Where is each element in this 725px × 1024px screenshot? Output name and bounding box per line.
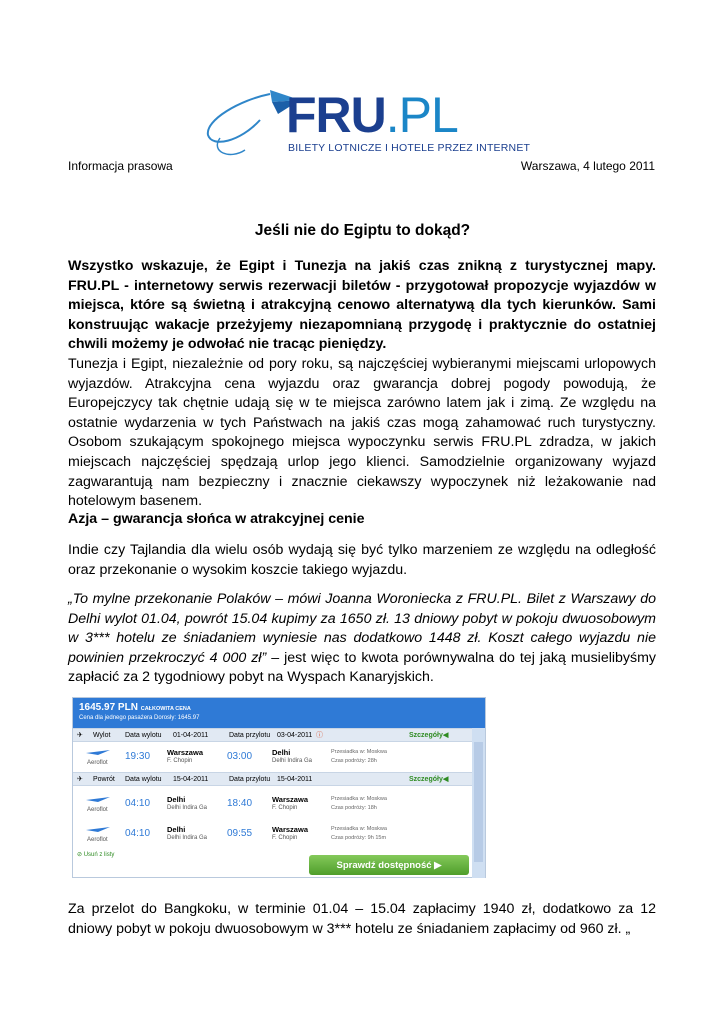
sound-icon: ◀ (443, 732, 449, 739)
quote-text: „To mylne przekonanie Polaków – mówi Joanna Woroniecka z FRU.PL. Bilet z Warszawy do Delhi wylot 01.04, powrót 15.04 kupimy za 1650 zł. 13 dniowy pobyt w pokoju dwuosobowym w 3*** hotelu ze śniadaniem wyniesie nas dodatkowo 1448 zł. Koszt całego wyjazdu nie powinien przekroczyć 4 000 zł” (68, 591, 656, 666)
return-arr-label: Data przylotu (229, 775, 271, 783)
page-title: Jeśli nie do Egiptu to dokąd? (254, 222, 471, 239)
lead-paragraph: Wszystko wskazuje, że Egipt i Tunezja na jakiś czas znikną z turystycznej mapy. FRU.PL - internetowy serwis rezerwacji biletów - przygotował propozycje wyjazdów w miejsca, które są świetną i atrakcyjną cenowo alternatywą dla tych kierunków. Sami konstruując wakacje przeżyjemy niezapomnianą przygodę i praktycznie do ostatniej chwili możemy je odwołać nie tracąc pieniędzy. (68, 258, 656, 353)
aeroflot-logo-icon (85, 794, 111, 804)
info-icon: ⓘ (316, 732, 323, 739)
outbound-label: Wylot (93, 731, 111, 739)
remove-from-list-link[interactable]: ⊘ Usuń z listy (77, 852, 115, 858)
sound-icon: ◀ (443, 776, 449, 783)
press-release-label: Informacja prasowa (68, 159, 173, 173)
widget-header (73, 698, 485, 728)
total-price: 1645.97 PLN CAŁKOWITA CENA (79, 702, 191, 713)
arrow-right-icon: ▶ (434, 859, 442, 871)
section-heading: Azja – gwarancja słońca w atrakcyjnej cenie (68, 511, 365, 527)
quote-tail: – jest więc to kwota porównywalna do tej jaką musielibyśmy zapłacić za 2 tygodniowy pobyt na Wyspach Kanaryjskich. (68, 649, 657, 686)
return-arr-date: 15-04-2011 (277, 775, 313, 783)
paragraph-3: Za przelot do Bangkoku, w terminie 01.04 – 15.04 zapłacimy 1940 zł, dodatkowo za 12 dniowy pobyt w pokoju dwuosobowym w 3*** hotelu ze śniadaniem zapłacimy od 960 zł. „ (68, 901, 656, 937)
outbound-date-label: Data wylotu (125, 731, 162, 739)
return-label: Powrót (93, 775, 115, 783)
return-bar (73, 772, 473, 786)
return-details-link[interactable]: Szczegóły (409, 775, 443, 783)
outbound-date: 01-04-2011 (173, 731, 209, 739)
check-availability-button[interactable]: Sprawdź dostępność ▶ (309, 855, 469, 875)
flight-row[interactable]: Aeroflot 04:10 Delhi Delhi Indira Ga 09:55 Warszawa F. Chopin Przesiadka w: Moskwa Czas podróży: 9h 15m (87, 825, 387, 843)
outbound-arr-date: 03-04-2011 (277, 731, 313, 739)
scrollbar-thumb[interactable] (474, 742, 483, 862)
back-icon: ⊘ (77, 852, 83, 858)
outbound-arr-label: Data przylotu (229, 731, 271, 739)
paragraph-1: Tunezja i Egipt, niezależnie od pory roku, są najczęściej wybieranymi miejscami urlopowych wyjazdów. Atrakcyjna cena wyjazdu oraz gwarancja dobrej pogody powodują, że Europejczycy tak chętnie udają się w te miejsca zarówno latem jak i zimą. Ze względu na ostatnie wydarzenia w tych Państwach na jakiś czas mogą zahamować ruch turystyczny. Osobom szukającym spokojnego miejsca wypoczynku serwis FRU.PL zdradza, w jakich miejscach najczęściej spędzają urlop jego klienci. Samodzielnie organizowany wyjazd zagwarantują nam bezpieczny i znacznie ciekawszy wypoczynek niż leżakowanie nad hotelowym basenem. (68, 356, 656, 510)
flight-row[interactable]: Aeroflot 04:10 Delhi Delhi Indira Ga 18:40 Warszawa F. Chopin Przesiadka w: Moskwa Czas podróży: 18h (87, 795, 387, 813)
flight-row[interactable]: Aeroflot 19:30 Warszawa F. Chopin 03:00 Delhi Delhi Indira Ga Przesiadka w: Moskwa Czas podróży: 28h (87, 748, 387, 766)
quote-paragraph (68, 590, 656, 688)
fru-logo-text: FRU.PL (286, 87, 458, 143)
aeroflot-logo-icon (85, 824, 111, 834)
price-per-person: Cena dla jednego pasażera Dorosły: 1645.97 (79, 715, 200, 721)
flight-offer-widget (72, 697, 486, 878)
return-date-label: Data wylotu (125, 775, 162, 783)
outbound-bar (73, 728, 473, 742)
plane-icon: ✈ (77, 732, 83, 739)
paragraph-2: Indie czy Tajlandia dla wielu osób wydają się być tylko marzeniem ze względu na odległość oraz przekonanie o wysokim koszcie takiego wyjazdu. (68, 542, 656, 578)
return-date: 15-04-2011 (173, 775, 209, 783)
aeroflot-logo-icon (85, 747, 111, 757)
widget-scrollbar[interactable] (472, 728, 485, 878)
date-location: Warszawa, 4 lutego 2011 (520, 159, 655, 173)
outbound-details-link[interactable]: Szczegóły (409, 731, 443, 739)
logo-tagline: BILETY LOTNICZE I HOTELE PRZEZ INTERNET (288, 142, 531, 154)
plane-icon: ✈ (77, 776, 83, 783)
